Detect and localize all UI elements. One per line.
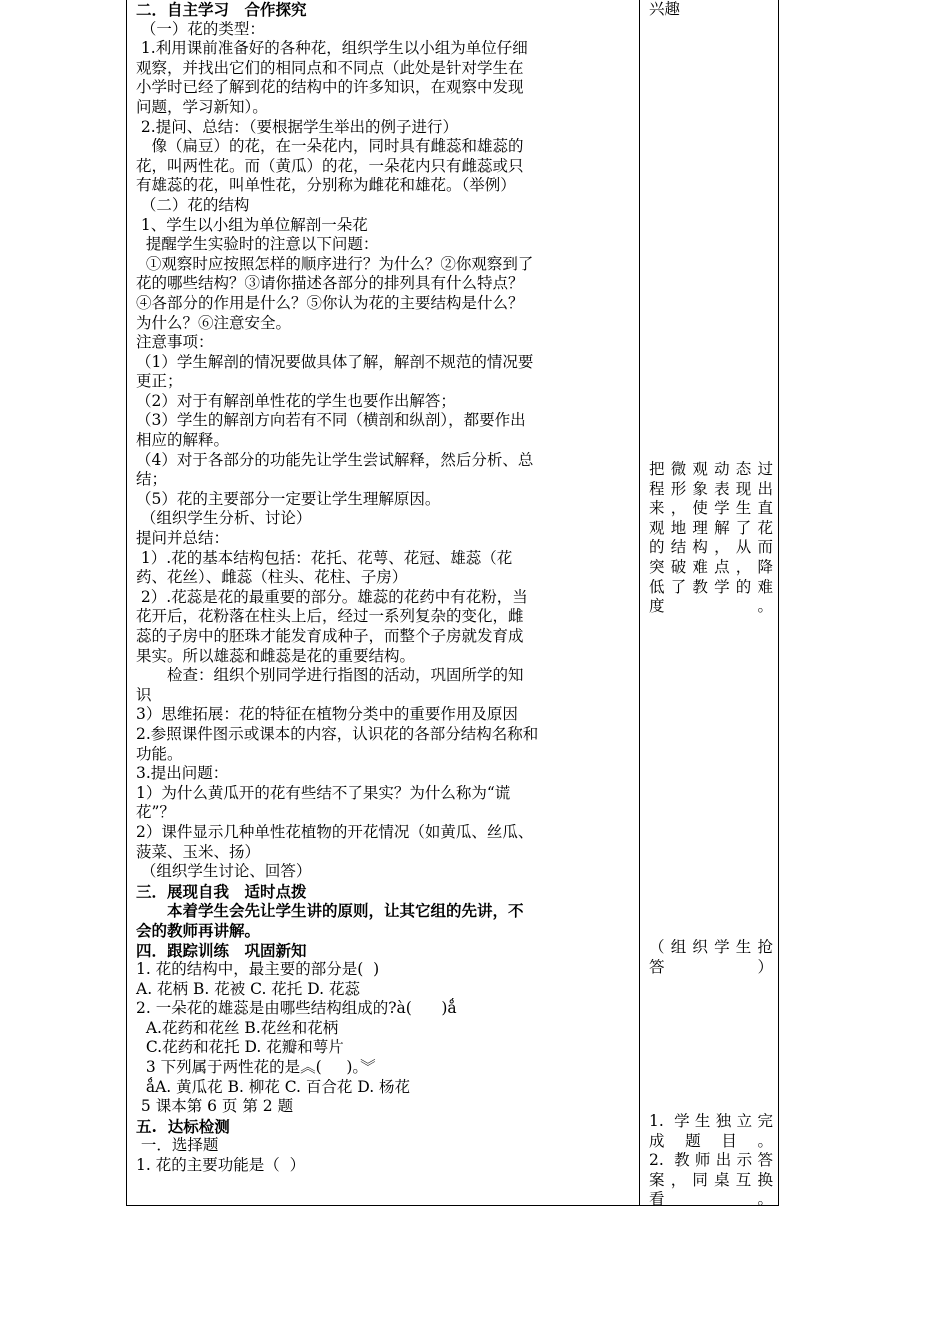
content-line: 更正；: [136, 372, 183, 391]
content-line: C.花药和花托 D. 花瓣和萼片: [136, 1038, 344, 1057]
content-line: A. 花柄 B. 花被 C. 花托 D. 花蕊: [136, 979, 360, 998]
section-heading: 会的教师再讲解。: [136, 920, 261, 940]
content-line: （4）对于各部分的功能先让学生尝试解释，然后分析、总: [136, 450, 534, 469]
content-line: 提醒学生实验时的注意以下问题：: [136, 235, 379, 254]
lesson-plan-table: [126, 0, 779, 1209]
content-line: 注意事项：: [136, 333, 214, 352]
content-line: 3.提出问题：: [136, 764, 229, 783]
content-line: 一．选择题: [136, 1136, 219, 1155]
note-line: 2. 教师出示答: [649, 1151, 773, 1170]
content-line: 功能。: [136, 744, 183, 763]
content-line: （组织学生讨论、回答）: [136, 862, 312, 881]
content-line: 菠菜、玉米、扬）: [136, 842, 261, 861]
content-line: 识: [136, 685, 152, 704]
section-heading: 五. 达标检测: [136, 1116, 230, 1136]
content-line: 问题，学习新知）。: [136, 97, 268, 116]
content-line: 2.提问、总结：（要根据学生举出的例子进行）: [136, 117, 458, 136]
content-line: 蕊的子房中的胚珠才能发育成种子，而整个子房就发育成: [136, 627, 524, 645]
content-line: 结；: [136, 470, 168, 489]
content-line: 3 下列属于两性花的是︽( )。︾: [136, 1058, 376, 1077]
note-line: 兴趣: [649, 0, 681, 18]
note-line: 1. 学生独立完: [649, 1112, 773, 1130]
section-heading: 三．展现自我 适时点拨: [136, 881, 307, 901]
note-line: 案，同桌互换: [649, 1170, 773, 1189]
column-divider: [639, 0, 640, 1205]
note-line: 看。: [649, 1190, 773, 1209]
content-line: 3）思维拓展：花的特征在植物分类中的重要作用及原因: [136, 705, 518, 724]
note-interest: [649, 0, 773, 20]
content-line: （一）花的类型：: [136, 19, 265, 38]
content-line: （1）学生解剖的情况要做具体了解，解剖不规范的情况要: [136, 352, 534, 371]
content-line: ④各部分的作用是什么？⑤你认为花的主要结构是什么？: [136, 293, 524, 312]
content-line: ①观察时应按照怎样的顺序进行？为什么？②你观察到了: [136, 254, 534, 273]
section-heading: 本着学生会先让学生讲的原则，让其它组的先讲，不: [136, 901, 524, 921]
content-line: 花，叫两性花。而（黄瓜）的花，一朵花内只有雌蕊或只: [136, 156, 524, 175]
note-line: 程形象表现出: [649, 479, 773, 498]
content-line: 花开后，花粉落在柱头上后，经过一系列复杂的变化，雌: [136, 607, 524, 626]
content-line: 1）.花的基本结构包括：花托、花萼、花冠、雄蕊（花: [136, 548, 513, 567]
content-line: 花”？: [136, 803, 175, 822]
content-line: （2）对于有解剖单性花的学生也要作出解答；: [136, 391, 456, 410]
content-line: 检查：组织个别同学进行指图的活动，巩固所学的知: [136, 666, 524, 685]
note-line: 度。: [649, 597, 773, 616]
content-line: （3）学生的解剖方向若有不同（横剖和纵剖），都要作出: [136, 411, 526, 430]
note-line: 突破难点，降: [649, 557, 773, 576]
note-micro-process: [649, 460, 773, 617]
content-line: 2.参照课件图示或课本的内容，认识花的各部分结构名称和: [136, 724, 539, 743]
content-line: 2. 一朵花的雄蕊是由哪些结构组成的?à( )ǻ: [136, 999, 457, 1018]
content-line: 观察，并找出它们的相同点和不同点（此处是针对学生在: [136, 58, 524, 77]
content-line: 1、学生以小组为单位解剖一朵花: [136, 215, 368, 234]
content-line: 提问并总结：: [136, 529, 230, 548]
content-line: A.花药和花丝 B.花丝和花柄: [136, 1018, 339, 1037]
content-line: 1.利用课前准备好的各种花，组织学生以小组为单位仔细: [136, 39, 528, 58]
content-line: 花的哪些结构？③请你描述各部分的排列具有什么特点？: [136, 274, 524, 293]
content-line: 1. 花的结构中，最主要的部分是( ): [136, 960, 380, 979]
content-line: 为什么？⑥注意安全。: [136, 313, 292, 332]
teaching-content-column: [136, 0, 634, 1176]
content-line: 果实。所以雄蕊和雌蕊是花的重要结构。: [136, 646, 416, 665]
content-line: 1. 花的主要功能是（ ）: [136, 1156, 306, 1175]
section-heading: 四．跟踪训练 巩固新知: [136, 940, 307, 960]
content-line: 药、花丝）、雌蕊（柱头、花柱、子房）: [136, 568, 408, 587]
note-line: 把微观动态过: [649, 460, 773, 478]
note-independent-work: [649, 1112, 773, 1210]
content-line: 有雄蕊的花，叫单性花，分别称为雌花和雄花。（举例）: [136, 176, 516, 195]
content-line: （组织学生分析、讨论）: [136, 509, 312, 528]
content-line: 1）为什么黄瓜开的花有些结不了果实？为什么称为“谎: [136, 783, 511, 802]
content-line: ǻA. 黄瓜花 B. 柳花 C. 百合花 D. 杨花: [136, 1077, 411, 1096]
note-line: 成题目。: [649, 1131, 773, 1150]
content-line: 相应的解释。: [136, 431, 230, 450]
content-line: 小学时已经了解到花的结构中的许多知识，在观察中发现: [136, 78, 524, 97]
content-line: （二）花的结构: [136, 195, 250, 214]
note-line: 答）: [649, 957, 773, 976]
note-line: 的结构，从而: [649, 538, 773, 557]
content-line: 5 课本第 6 页 第 2 题: [136, 1097, 294, 1116]
note-line: （组织学生抢: [649, 938, 773, 956]
note-line: 来，使学生直: [649, 499, 773, 518]
note-line: 观地理解了花: [649, 518, 773, 537]
section-heading: 二．自主学习 合作探究: [136, 0, 307, 19]
content-line: 2）课件显示几种单性花植物的开花情况（如黄瓜、丝瓜、: [136, 822, 534, 841]
content-line: 像（扁豆）的花，在一朵花内，同时具有雌蕊和雄蕊的: [136, 137, 524, 156]
note-line: 低了教学的难: [649, 577, 773, 596]
content-line: 2）.花蕊是花的最重要的部分。雄蕊的花药中有花粉，当: [136, 587, 528, 606]
content-line: （5）花的主要部分一定要让学生理解原因。: [136, 489, 441, 508]
note-grab-answer: [649, 938, 773, 977]
